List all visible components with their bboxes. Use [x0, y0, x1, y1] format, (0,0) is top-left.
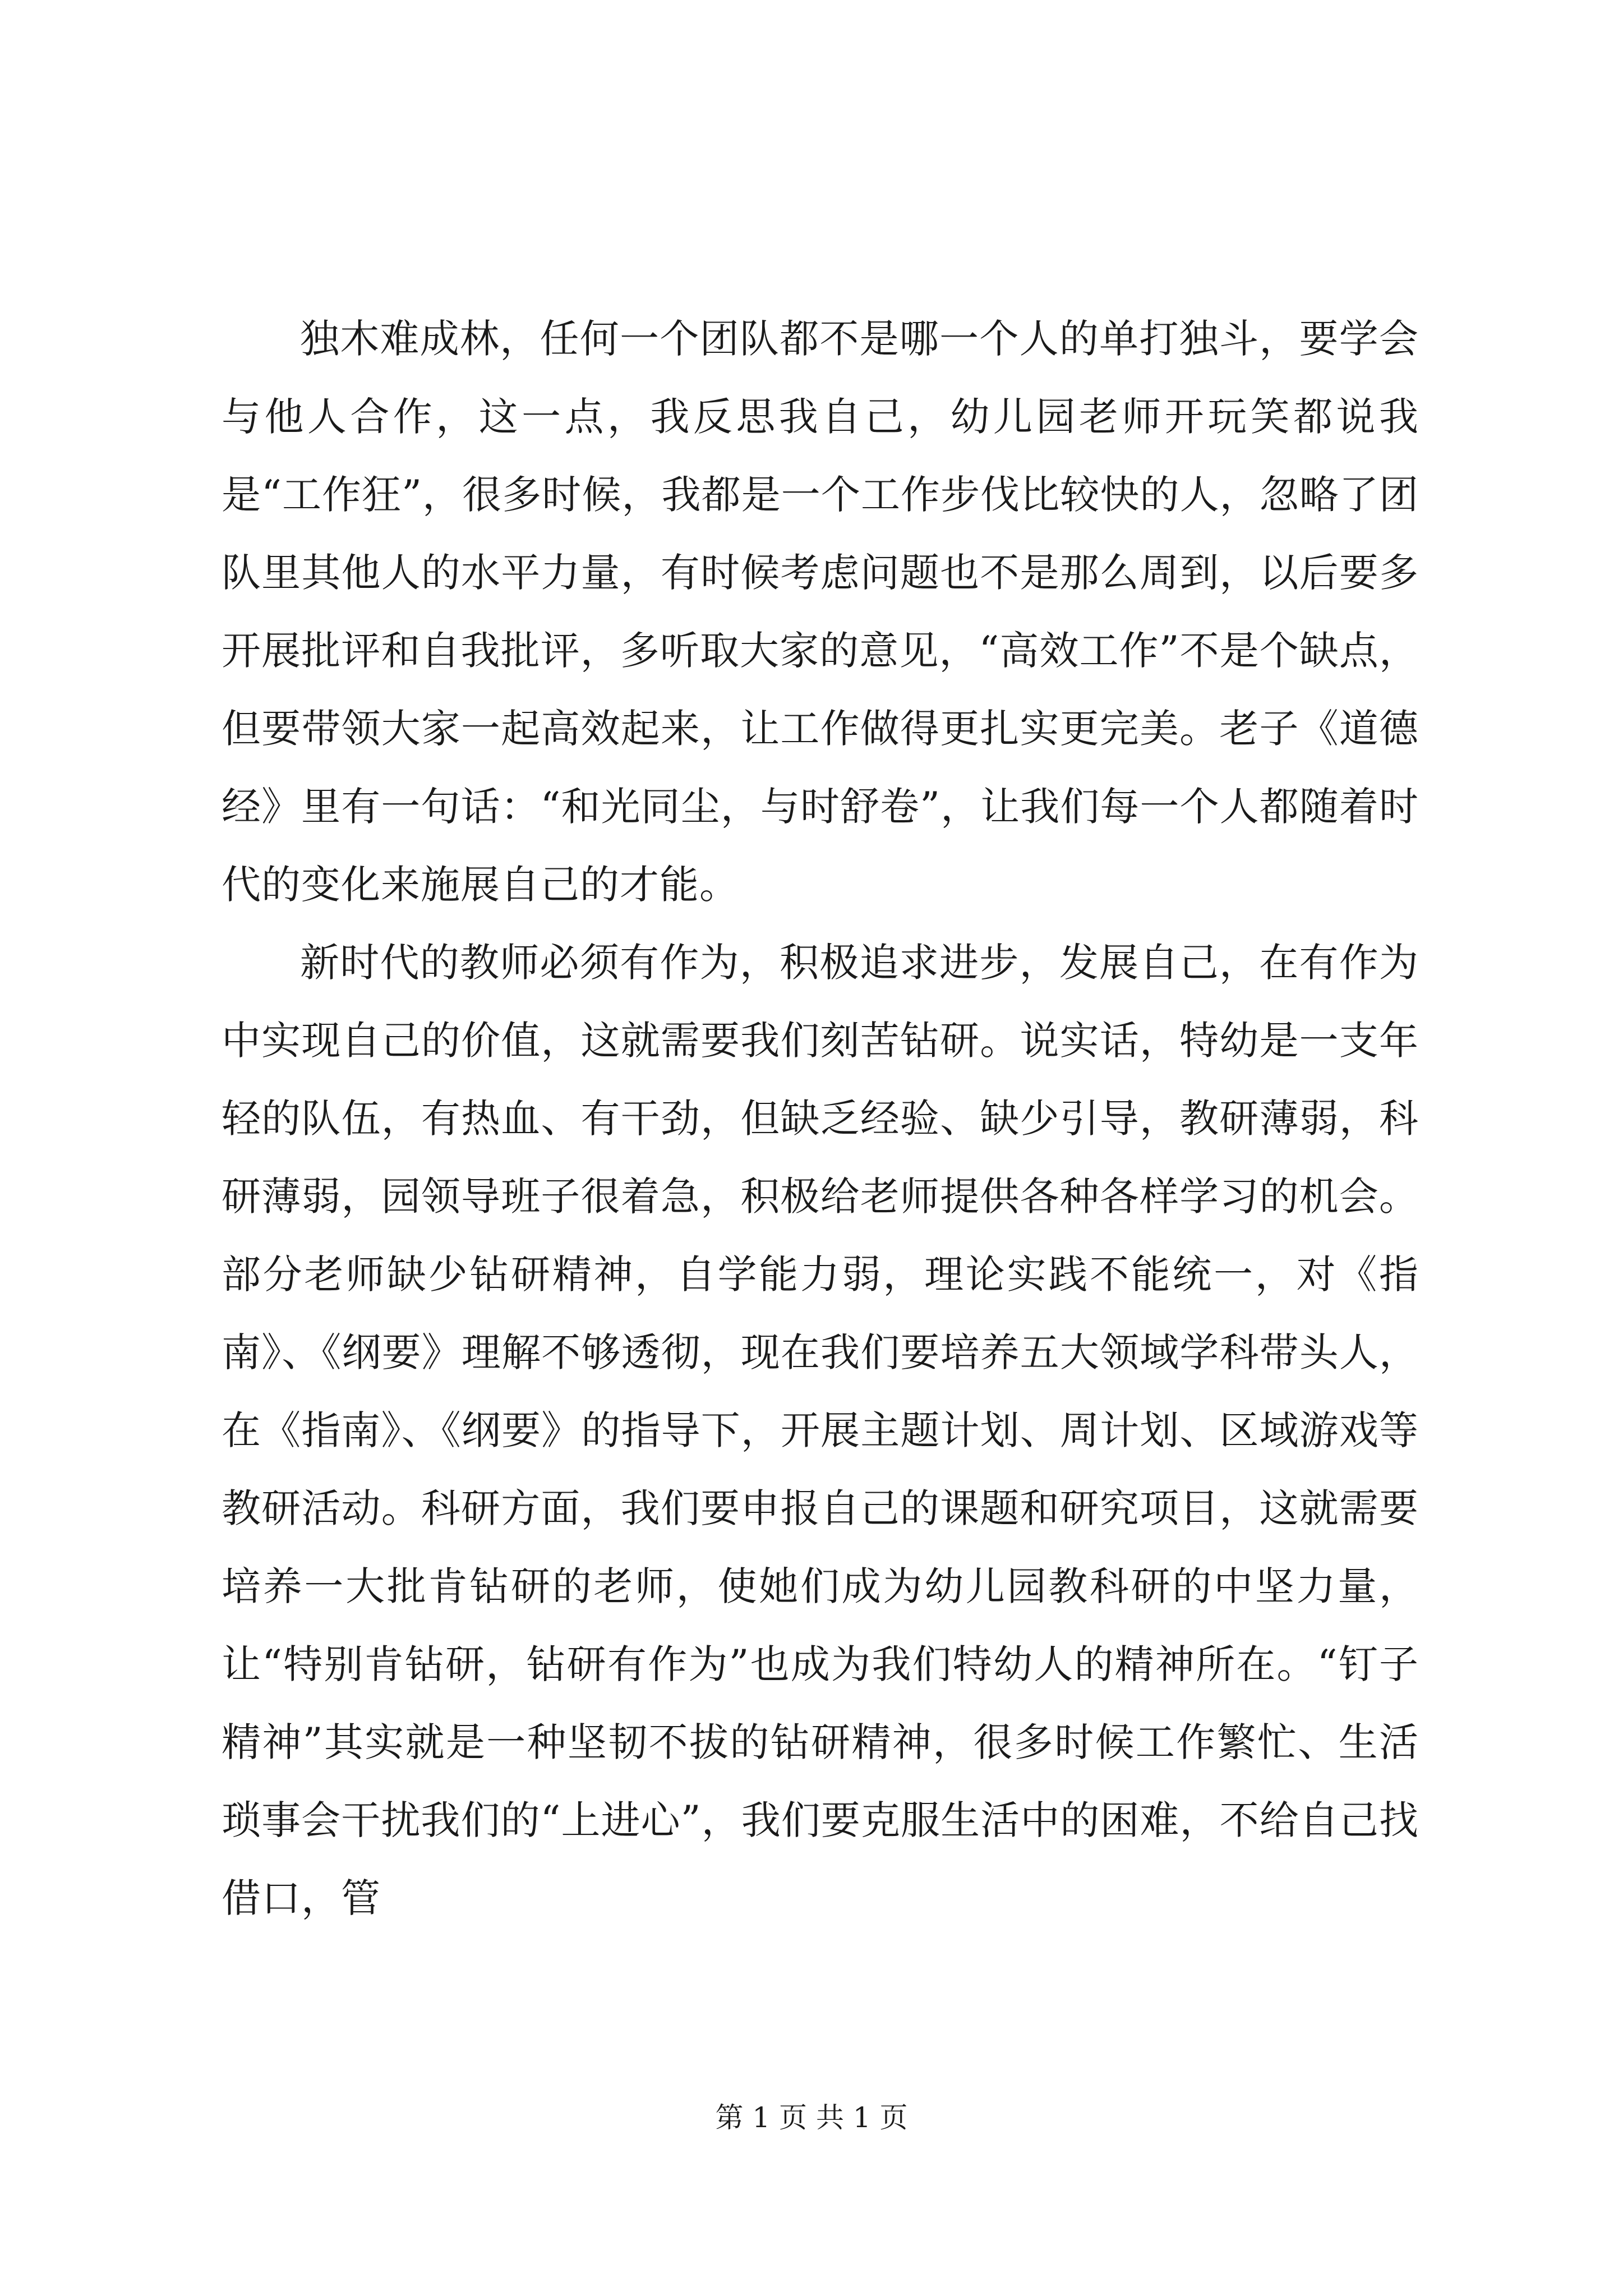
- paragraph-2: 新时代的教师必须有作为，积极追求进步，发展自己，在有作为中实现自己的价值，这就需要我们刻苦钻研。说实话，特幼是一支年轻的队伍，有热血、有干劲，但缺乏经验、缺少引导，教研薄弱，科研薄弱，园领导班子很着急，积极给老师提供各种各样学习的机会。部分老师缺少钻研精神，自学能力弱，理论实践不能统一，对《指南》、《纲要》理解不够透彻，现在我们要培养五大领域学科带头人，在《指南》、《纲要》的指导下，开展主题计划、周计划、区域游戏等教研活动。科研方面，我们要申报自己的课题和研究项目，这就需要培养一大批肯钻研的老师，使她们成为幼儿园教科研的中坚力量，让“特别肯钻研，钻研有作为”也成为我们特幼人的精神所在。“钉子精神”其实就是一种坚韧不拔的钻研精神，很多时候工作繁忙、生活琐事会干扰我们的“上进心”，我们要克服生活中的困难，不给自己找借口，管: [222, 940, 1419, 1921]
- page-footer: 第 1 页 共 1 页: [715, 2101, 908, 2134]
- document-body: [222, 300, 1419, 1938]
- paragraph-1: 独木难成林，任何一个团队都不是哪一个人的单打独斗，要学会与他人合作，这一点，我反思我自己，幼儿园老师开玩笑都说我是“工作狂”，很多时候，我都是一个工作步伐比较快的人，忽略了团队里其他人的水平力量，有时候考虑问题也不是那么周到，以后要多开展批评和自我批评，多听取大家的意见，“高效工作”不是个缺点，但要带领大家一起高效起来，让工作做得更扎实更完美。老子《道德经》里有一句话：“和光同尘，与时舒卷”，让我们每一个人都随着时代的变化来施展自己的才能。: [222, 316, 1419, 908]
